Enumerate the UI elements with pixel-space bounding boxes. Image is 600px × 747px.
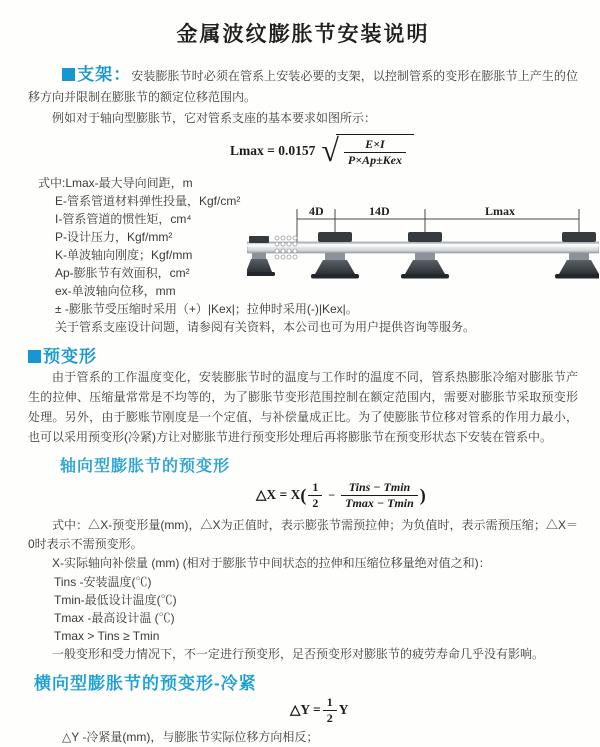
- support-example-line: 例如对于轴向型膨胀节，它对管系支座的基本要求如图所示：: [52, 111, 377, 125]
- predeform-section: [28, 342, 578, 447]
- support-spacing-diagram: [247, 202, 599, 298]
- radical-sign-icon: √: [321, 132, 339, 169]
- pipe-support: [311, 232, 359, 279]
- half-fraction: [308, 480, 322, 510]
- half-fraction: [323, 695, 337, 725]
- support-consult-line: 关于管系支座设计问题，请参阅有关资料，本公司也可为用户提供咨询等服务。: [55, 320, 476, 334]
- definition-line: E-管系管道材料弹性投量，Kgf/cm²: [55, 194, 241, 208]
- axial-temp-line: Tmax -最高设计温 (℃): [54, 611, 175, 625]
- half-numerator: 1: [308, 480, 322, 495]
- open-paren: (: [300, 484, 307, 505]
- minus-sign: −: [328, 487, 336, 502]
- axial-closing-note: 一般变形和受力情况下，不一定进行预变形，足否预变形对膨胀节的疲劳寿命几乎没有影响。: [52, 647, 545, 661]
- dy-formula-rhs: Y: [338, 702, 349, 717]
- half-denominator: 2: [326, 710, 333, 725]
- support-intro-paragraph: [28, 64, 578, 108]
- radicand-numerator: E×I: [344, 137, 406, 152]
- lmax-formula-lhs: Lmax = 0.0157: [230, 143, 316, 158]
- section-marker-icon: [28, 350, 41, 363]
- sqrt-radical: [321, 134, 414, 168]
- pipe-support-diagram-svg: [247, 202, 599, 298]
- definitions-block: [28, 174, 578, 336]
- temperature-fraction: [341, 480, 418, 510]
- lateral-subsection-heading: 横向型膨胀节的预变形-冷紧: [34, 674, 257, 693]
- predeform-section-heading: 预变形: [43, 347, 97, 366]
- axial-temp-line: Tmin-最低设计温度(℃): [54, 593, 177, 607]
- lmax-formula: [230, 134, 578, 168]
- radicand-denominator: P×Ap±Kex: [347, 152, 402, 167]
- definition-line: Ap-膨胀节有效面积，cm²: [55, 266, 190, 280]
- radicand-fraction: [344, 137, 406, 167]
- axial-predeform-formula: [256, 478, 578, 512]
- predeform-body-paragraph: 由于管系的工作温度变化，安装膨胀节时的温度与工作时的温度不同，管系热膨胀冷缩对膨胀节产生的拉伸、压缩量常常是不均等的，为了膨胀节变形范围控制在额定范围内，需要对膨胀节采取预变形处理。另外，由于膨账节刚度是一个定值，与补偿量成正比。为了使膨胀节位移对管系的作用力最小，也可以采用预变形(冷紧)方让对膨胀节进行预变形处理后再将膨胀节在预变形状态下安装在管系中。: [28, 370, 578, 444]
- dim-label-lmax: Lmax: [485, 204, 515, 218]
- temperature-denominator: Tmax − Tmin: [345, 495, 414, 510]
- definition-line: I-管系管道的惯性矩，cm⁴: [55, 212, 192, 226]
- half-numerator: 1: [323, 695, 337, 710]
- pipe: [247, 242, 599, 253]
- radicand: [336, 134, 414, 167]
- support-intro-text: 安装膨胀节时必须在管系上安装必要的支架，以控制管系的变形在膨胀节上产生的位移方向并限制在膨胀节的额定位移范围内。: [28, 69, 579, 104]
- lateral-coldtight-formula: [290, 695, 578, 725]
- lateral-note: △Y -冷紧量(mm)，与膨胀节实际位移方向相反；: [62, 730, 319, 744]
- axial-subsection-heading: 轴向型膨胀节的预变形: [60, 458, 231, 475]
- definition-line: ± -膨胀节受压缩时采用（+）|Kex|；拉伸时采用(-)|Kex|。: [55, 302, 358, 316]
- axial-note: 式中：△X-预变形量(mm)，△X为正值时，表示膨张节需预拉伸；为负值时，表示需预压缩；△X＝0时表示不需预变形。: [28, 518, 578, 551]
- axial-note: X-实际轴向补偿量 (mm) (相对于膨胀节中间状态的拉伸和压缩位移量绝对值之和)：: [52, 556, 491, 570]
- pipe-support: [555, 232, 599, 279]
- page-title: 金属波纹膨胀节安装说明: [176, 23, 430, 46]
- half-denominator: 2: [312, 495, 319, 510]
- pipe-support: [401, 232, 449, 279]
- support-section-heading: 支架：: [77, 65, 132, 84]
- dim-label-14d: 14D: [369, 204, 390, 218]
- predeform-heading-row: [28, 342, 578, 367]
- close-paren: ): [419, 484, 426, 505]
- definition-line: P-设计压力，Kgf/mm²: [55, 230, 173, 244]
- dy-formula-lhs: △Y =: [290, 702, 321, 717]
- definition-line: 式中:Lmax-最大导向间距，m: [38, 176, 193, 190]
- definition-line: K-单波轴向刚度；Kgf/mm: [55, 248, 193, 262]
- axial-temp-line: Tins -安装温度(℃): [54, 575, 152, 589]
- temperature-numerator: Tins − Tmin: [341, 480, 418, 495]
- section-marker-icon: [62, 68, 75, 81]
- axial-temp-inequality: Tmax > Tins ≥ Tmin: [54, 629, 160, 643]
- dim-label-4d: 4D: [309, 204, 324, 218]
- dx-formula-lhs: △X = X: [256, 487, 301, 502]
- definition-line: ex-单波轴向位移，mm: [55, 284, 176, 298]
